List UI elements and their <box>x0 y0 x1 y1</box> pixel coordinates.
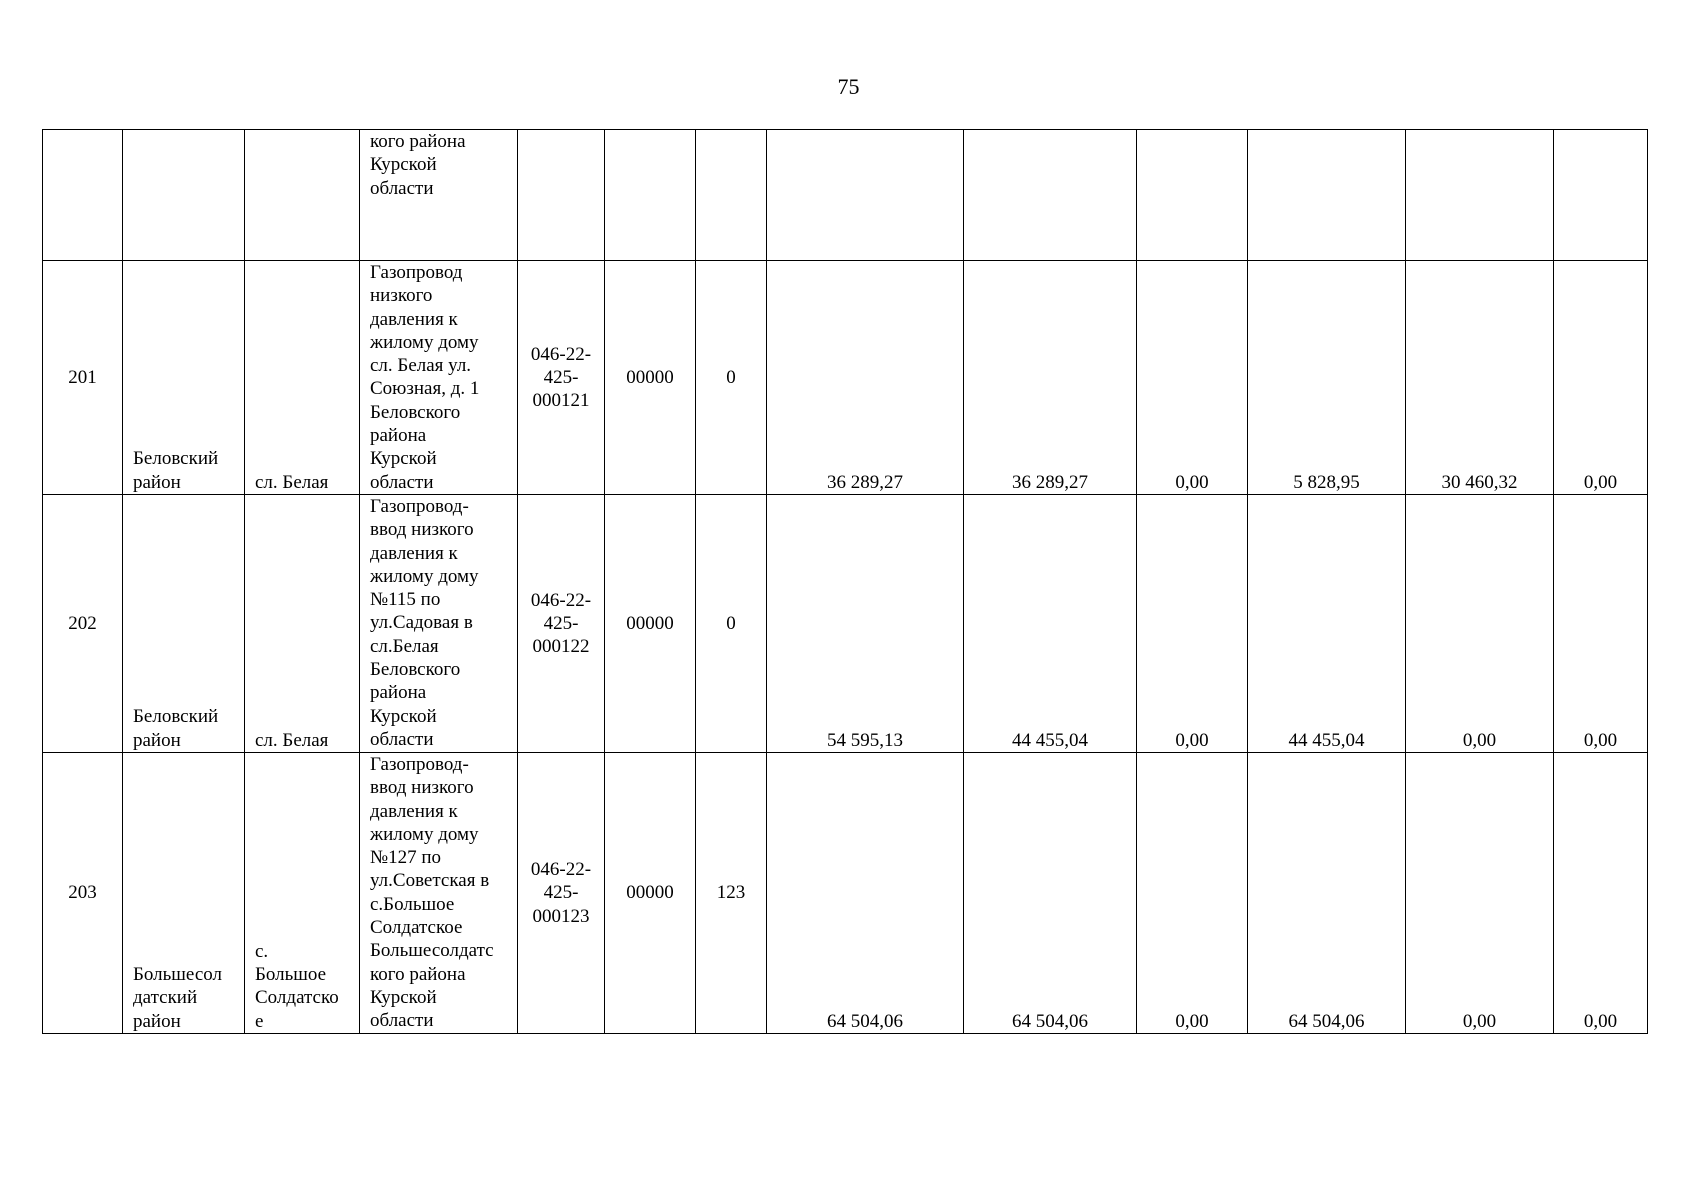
description-text: Газопровод- ввод низкого давления к жилому дому №127 по ул.Советская в с.Большое Солдатское Большесолдатс кого района Курской области <box>370 754 494 1032</box>
cell-value-6: 0,00 <box>1554 261 1648 495</box>
cell-code: 00000 <box>605 495 696 753</box>
cell-district <box>123 261 245 495</box>
cell-value-2: 64 504,06 <box>964 753 1137 1034</box>
cell-qty: 0 <box>696 261 767 495</box>
description-text: Газопровод- ввод низкого давления к жилому дому №115 по ул.Садовая в сл.Белая Беловского района Курской области <box>370 496 479 750</box>
cell-num: 201 <box>43 261 123 495</box>
cell-locality <box>245 753 360 1034</box>
cell-locality <box>245 261 360 495</box>
district-text: Беловский район <box>133 448 219 493</box>
cell-value-4 <box>1248 130 1406 261</box>
cell-value-5: 0,00 <box>1406 495 1554 753</box>
cell-locality <box>245 130 360 261</box>
cell-num <box>43 130 123 261</box>
cell-description <box>360 261 518 495</box>
cell-code: 00000 <box>605 261 696 495</box>
cell-reg-number <box>518 753 605 1034</box>
cell-code: 00000 <box>605 753 696 1034</box>
cell-value-6 <box>1554 130 1648 261</box>
cell-reg-number <box>518 130 605 261</box>
cell-value-1: 36 289,27 <box>767 261 964 495</box>
cell-value-3: 0,00 <box>1137 261 1248 495</box>
cell-value-6: 0,00 <box>1554 495 1648 753</box>
locality-text: с. Большое Солдатско е <box>255 940 339 1032</box>
cell-value-1 <box>767 130 964 261</box>
cell-value-3: 0,00 <box>1137 753 1248 1034</box>
district-text: Беловский район <box>133 706 219 751</box>
cell-qty: 123 <box>696 753 767 1034</box>
cell-value-5: 30 460,32 <box>1406 261 1554 495</box>
cell-qty <box>696 130 767 261</box>
table-row <box>43 753 1648 1034</box>
description-text: Газопровод низкого давления к жилому дому сл. Белая ул. Союзная, д. 1 Беловского района Курской области <box>370 262 480 493</box>
table-row-continued <box>43 130 1648 261</box>
registry-table <box>42 129 1648 1034</box>
cell-district <box>123 753 245 1034</box>
cell-value-4: 44 455,04 <box>1248 495 1406 753</box>
reg-number-text: 046-22- 425- 000121 <box>530 343 592 412</box>
reg-number-text: 046-22- 425- 000123 <box>530 859 592 927</box>
description-text: кого района Курской области <box>370 131 466 199</box>
cell-description <box>360 495 518 753</box>
table-row <box>43 495 1648 753</box>
cell-reg-number <box>518 261 605 495</box>
locality-text: сл. Белая <box>255 729 329 751</box>
cell-reg-number <box>518 495 605 753</box>
cell-district <box>123 130 245 261</box>
cell-district <box>123 495 245 753</box>
cell-value-4: 64 504,06 <box>1248 753 1406 1034</box>
cell-value-2: 44 455,04 <box>964 495 1137 753</box>
reg-number-text: 046-22- 425- 000122 <box>530 589 592 658</box>
table-row <box>43 261 1648 495</box>
cell-locality <box>245 495 360 753</box>
cell-value-5 <box>1406 130 1554 261</box>
cell-value-2 <box>964 130 1137 261</box>
cell-value-2: 36 289,27 <box>964 261 1137 495</box>
cell-num: 202 <box>43 495 123 753</box>
cell-value-3 <box>1137 130 1248 261</box>
cell-value-1: 54 595,13 <box>767 495 964 753</box>
cell-num: 203 <box>43 753 123 1034</box>
cell-value-4: 5 828,95 <box>1248 261 1406 495</box>
locality-text: сл. Белая <box>255 471 329 493</box>
cell-value-1: 64 504,06 <box>767 753 964 1034</box>
page-number: 75 <box>837 74 860 99</box>
cell-description <box>360 130 518 261</box>
cell-description <box>360 753 518 1034</box>
cell-value-6: 0,00 <box>1554 753 1648 1034</box>
cell-qty: 0 <box>696 495 767 753</box>
district-text: Большесол датский район <box>133 964 223 1032</box>
cell-value-5: 0,00 <box>1406 753 1554 1034</box>
cell-code <box>605 130 696 261</box>
cell-value-3: 0,00 <box>1137 495 1248 753</box>
